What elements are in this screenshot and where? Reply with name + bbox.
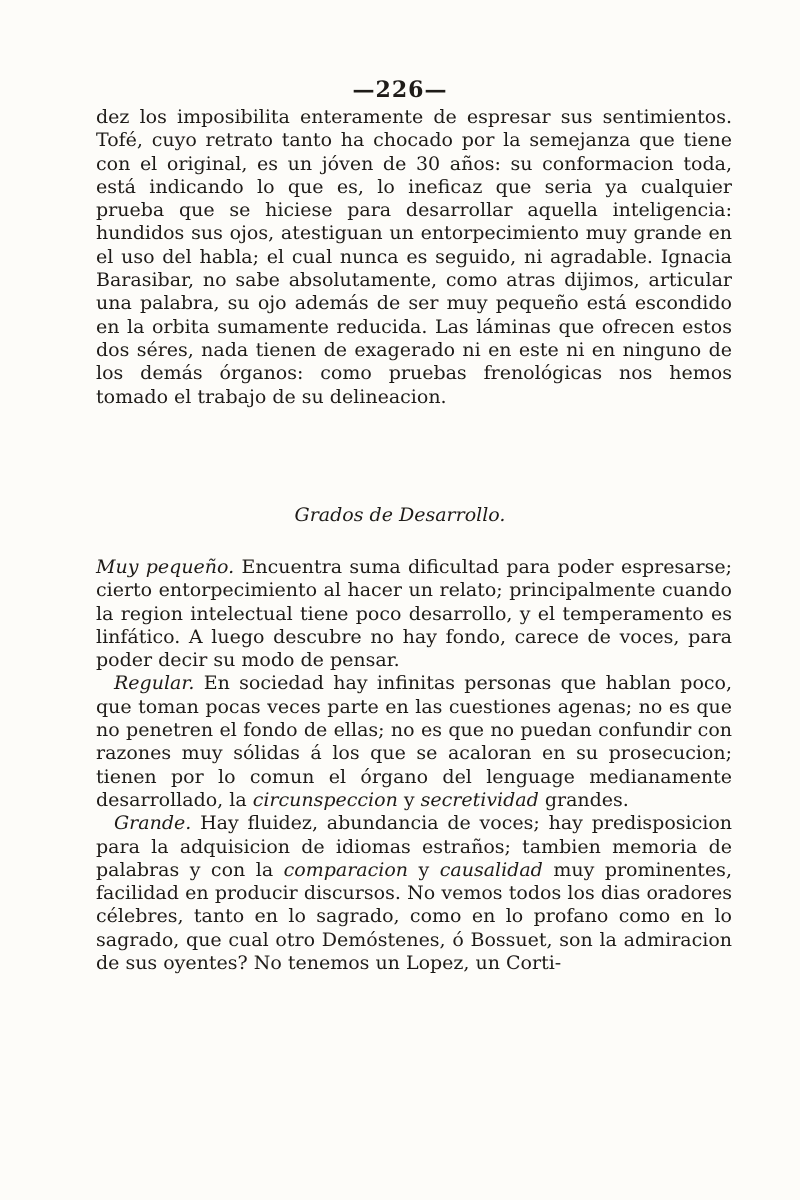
- page-number: —226—: [352, 77, 448, 103]
- grade-em-causalidad: causalidad: [439, 858, 543, 881]
- intro-paragraph: dez los imposibilita enteramente de espresar sus sentimientos. Tofé, cuyo retrato tanto ha chocado por la semejanza que tiene con el original, es un jóven de 30 años: su conformacion toda, está indicando lo que es, lo ineficaz que seria ya cualquier prueba que se hiciese para desarrollar aquella inteligencia: hundidos sus ojos, atestiguan un entorpecimiento muy grande en el uso del habla; el cual nunca es seguido, ni agradable. Ignacia Barasibar, no sabe absolutamente, como atras dijimos, articular una palabra, su ojo además de ser muy pequeño está escondido en la orbita sumamente reducida. Las láminas que ofrecen estos dos séres, nada tienen de exagerado ni en este ni en ninguno de los demás órganos: como pruebas frenológicas nos hemos tomado el trabajo de su delineacion.: [96, 106, 732, 408]
- intro-paragraph-block: [96, 106, 732, 409]
- grades-list: [96, 556, 732, 975]
- grade-text-regular-3: grandes.: [538, 788, 629, 811]
- grade-term-regular: Regular.: [114, 672, 195, 695]
- grade-term-muy-pequeno: Muy pequeño.: [96, 556, 235, 578]
- grade-em-circunspeccion: circunspeccion: [252, 788, 398, 811]
- grade-regular: [96, 672, 732, 812]
- grade-text-muy-pequeno: Encuentra suma dificultad para poder espresarse; cierto entorpecimiento al hacer un relato; principalmente cuando la region intelectual tiene poco desarrollo, y el temperamento es linfático. A luego descubre no hay fondo, carece de voces, para poder decir su modo de pensar.: [96, 556, 732, 672]
- grade-text-grande-2: y: [408, 858, 440, 881]
- grade-muy-pequeno: [96, 556, 732, 672]
- grade-text-grande-1: Hay fluidez, abundancia de voces; hay predisposicion para la adquisicion de idiomas estraños; tambien memoria de palabras y con la: [96, 812, 732, 881]
- section-heading: Grados de Desarrollo.: [294, 504, 506, 526]
- grade-text-regular-1: En sociedad hay infinitas personas que hablan poco, que toman pocas veces parte en las cuestiones agenas; no es que no penetren el fondo de ellas; no es que no puedan confundir con razones muy sólidas á los que se acaloran en su prosecucion; tienen por lo comun el órgano del lenguage medianamente desarrollado, la: [96, 672, 732, 811]
- grade-term-grande: Grande.: [114, 812, 192, 835]
- grade-grande: [96, 812, 732, 975]
- grade-text-grande-3: muy prominentes, facilidad en producir discursos. No vemos todos los dias oradores célebres, tanto en lo sagrado, como en lo profano como en lo sagrado, que cual otro Demóstenes, ó Bossuet, son la admiracion de sus oyentes? No tenemos un Lopez, un Corti-: [96, 858, 732, 975]
- grade-em-comparacion: comparacion: [283, 858, 409, 881]
- grade-text-regular-2: y: [397, 788, 421, 811]
- grade-em-secretividad: secretividad: [420, 788, 539, 811]
